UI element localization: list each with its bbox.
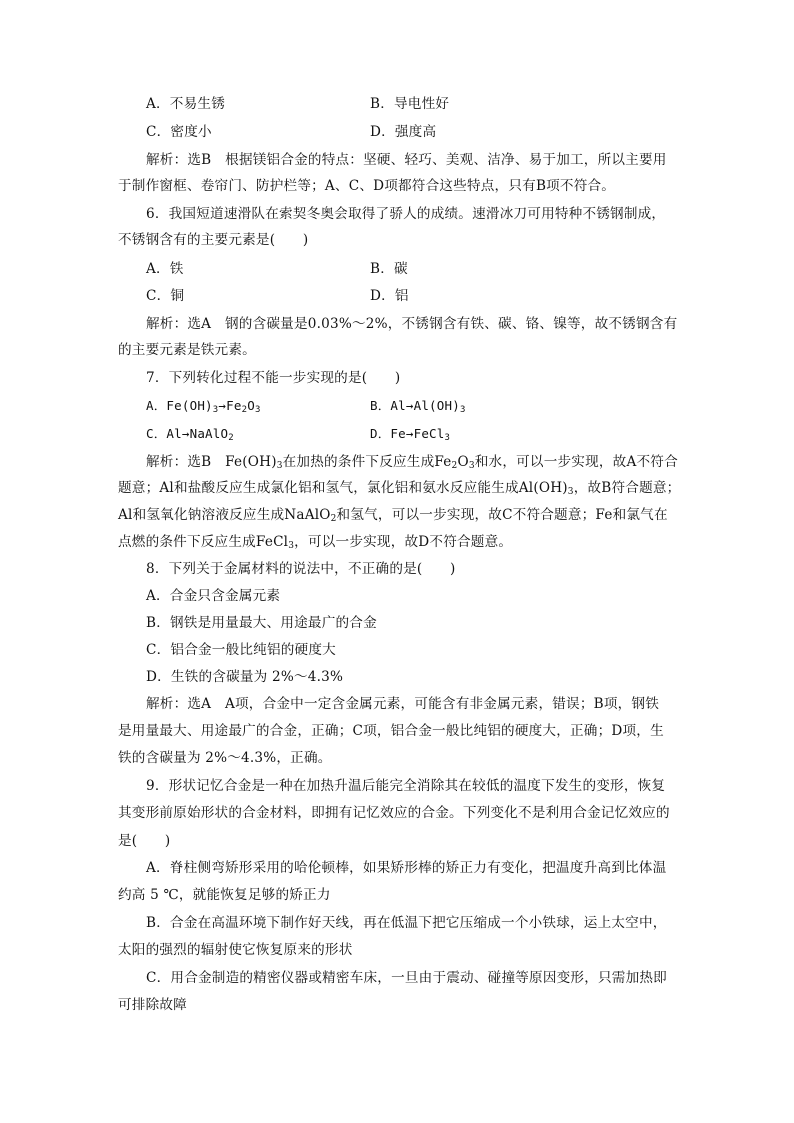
- analysis-line: 铁的含碳量为 2%～4.3%，正确。: [118, 750, 332, 766]
- question-stem: 7．下列转化过程不能一步实现的是( ): [146, 370, 401, 386]
- analysis-line: 的主要元素是铁元素。: [118, 342, 256, 358]
- option-c: C．铜: [146, 288, 185, 304]
- analysis-line: 于制作窗框、卷帘门、防护栏等；A、C、D项都符合这些特点，只有B项不符合。: [118, 178, 616, 194]
- option-a: A．不易生锈: [146, 96, 225, 112]
- option-row: [146, 396, 706, 420]
- option-row: [146, 122, 706, 142]
- question-stem: 6．我国短道速滑队在索契冬奥会取得了骄人的成绩。速滑冰刀可用特种不锈钢制成，: [146, 206, 666, 222]
- question-stem: 9．形状记忆合金是一种在加热升温后能完全消除其在较低的温度下发生的变形，恢复: [146, 778, 666, 794]
- analysis-line: 是用量最大、用途最广的合金，正确；C项，铝合金一般比纯铝的硬度大，正确；D项，生: [118, 723, 664, 739]
- option-b: B．导电性好: [370, 96, 450, 112]
- option-c: C．密度小: [146, 124, 212, 140]
- analysis-line: Al和氢氧化钠溶液反应生成NaAlO$_2$和氢气，可以一步实现，故C不符合题意；Fe和氯气在: [118, 507, 668, 524]
- analysis-line: 解析：选B 根据镁铝合金的特点：坚硬、轻巧、美观、洁净、易于加工，所以主要用: [146, 152, 667, 168]
- option-c: C．用合金制造的精密仪器或精密车床，一旦由于震动、碰撞等原因变形，只需加热即: [146, 970, 667, 986]
- question-stem: 是( ): [118, 833, 171, 849]
- option-row: [146, 286, 706, 306]
- question-stem: 不锈钢含有的主要元素是( ): [118, 232, 309, 248]
- analysis-line: 解析：选A 钢的含碳量是0.03%～2%，不锈钢含有铁、碳、铬、镍等，故不锈钢含有: [146, 316, 678, 332]
- option-a-continued: 约高 5 ℃，就能恢复足够的矫正力: [118, 887, 331, 903]
- option-row: [146, 424, 706, 448]
- question-stem: 8．下列关于金属材料的说法中，不正确的是( ): [146, 561, 456, 577]
- analysis-line: 解析：选B $Fe(OH)_3$在加热的条件下反应生成$Fe_2O_3$和水，可以一步实现，故A不符合: [146, 454, 678, 471]
- option-c: C．Al→NaAlO$_2$: [146, 426, 234, 443]
- option-a: A．脊柱侧弯矫形采用的哈伦顿棒，如果矫形棒的矫正力有变化，把温度升高到比体温: [146, 860, 667, 876]
- option-row: [146, 94, 706, 114]
- option-b: B．碳: [370, 261, 408, 277]
- option-b: B．合金在高温环境下制作好天线，再在低温下把它压缩成一个小铁球，运上太空中，: [146, 915, 667, 931]
- option-c-continued: 可排除故障: [118, 997, 187, 1013]
- option-a: A．合金只含金属元素: [146, 588, 281, 604]
- option-d: D．Fe→FeCl$_3$: [370, 426, 451, 443]
- option-b-continued: 太阳的强烈的辐射使它恢复原来的形状: [118, 942, 353, 958]
- option-b: B．$Al\to Al(OH)_3$: [370, 398, 466, 415]
- analysis-line: 点燃的条件下反应生成FeCl$_3$，可以一步实现，故D不符合题意。: [118, 534, 513, 551]
- question-stem: 其变形前原始形状的合金材料，即拥有记忆效应的合金。下列变化不是利用合金记忆效应的: [118, 805, 670, 821]
- option-b: B．钢铁是用量最大、用途最广的合金: [146, 615, 377, 631]
- option-d: D．生铁的含碳量为 2%～4.3%: [146, 669, 344, 685]
- option-a: A．$Fe(OH)_3\to Fe_2O_3$: [146, 398, 261, 415]
- option-c: C．铝合金一般比纯铝的硬度大: [146, 642, 336, 658]
- option-row: [146, 259, 706, 279]
- option-a: A．铁: [146, 261, 184, 277]
- analysis-line: 题意；Al和盐酸反应生成氯化铝和氢气，氯化铝和氨水反应能生成$Al(OH)_3$，故B符合题意；: [118, 480, 681, 497]
- option-d: D．铝: [370, 288, 409, 304]
- option-d: D．强度高: [370, 124, 437, 140]
- analysis-line: 解析：选A A项，合金中一定含金属元素，可能含有非金属元素，错误；B项，钢铁: [146, 696, 660, 712]
